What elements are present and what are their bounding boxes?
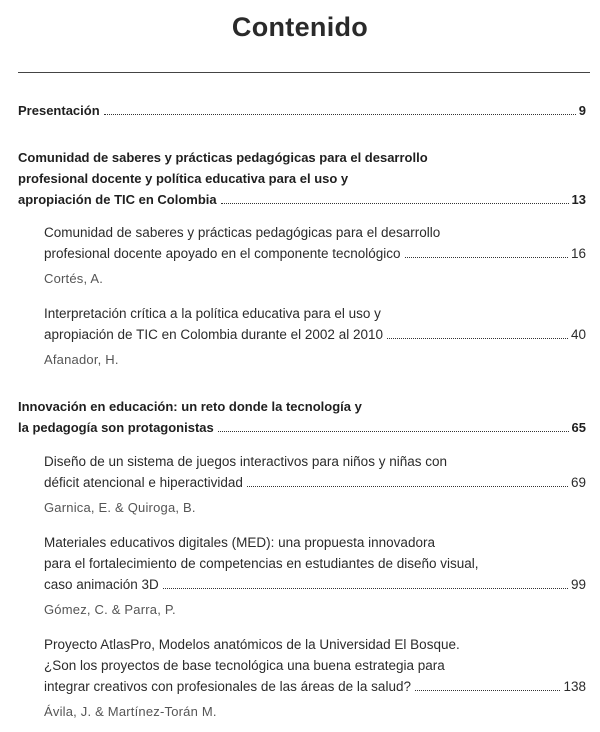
toc-page-number: 99 [570,577,586,592]
toc-page-number: 9 [578,103,586,118]
dot-leader [415,690,561,691]
toc-entry-line [44,472,586,493]
toc-author: Afanador, H. [44,352,119,367]
toc-page-number: 16 [570,246,586,261]
toc-entry-title: Innovación en educación: un reto donde la tecnología y [18,399,362,414]
toc-entry-title: Interpretación crítica a la política educativa para el uso y [44,306,381,321]
toc-entry-line [18,417,586,438]
toc-entry-title: Comunidad de saberes y prácticas pedagógicas para el desarrollo [18,150,428,165]
toc-entry-line [18,100,586,121]
toc-entry-title: apropiación de TIC en Colombia [18,192,217,207]
toc-entry-line [44,676,586,697]
dot-leader [387,338,568,339]
dot-leader [247,486,568,487]
toc-page-number: 138 [563,679,586,694]
toc-chapter-gomez[interactable] [44,532,586,620]
toc-entry-line [44,243,586,264]
toc-chapter-cortes[interactable] [44,222,586,289]
page-title: Contenido [231,12,369,42]
toc-page-number: 65 [571,420,586,435]
dot-leader [104,114,576,115]
toc-chapter-avila[interactable] [44,634,586,722]
toc-entry-title: apropiación de TIC en Colombia durante el 2002 al 2010 [44,327,383,342]
toc-author: Cortés, A. [44,271,104,286]
toc-entry-title: integrar creativos con profesionales de las áreas de la salud? [44,679,411,694]
toc-entry-title: Materiales educativos digitales (MED): una propuesta innovadora [44,535,435,550]
dot-leader [163,588,568,589]
toc-chapter-garnica[interactable] [44,451,586,518]
toc-author: Ávila, J. & Martínez-Torán M. [44,704,217,719]
toc-entry-title: profesional docente y política educativa para el uso y [18,171,349,186]
toc-entry-title: para el fortalecimiento de competencias en estudiantes de diseño visual, [44,556,479,571]
toc-entry-title: Diseño de un sistema de juegos interactivos para niños y niñas con [44,454,447,469]
toc-author: Gómez, C. & Parra, P. [44,602,176,617]
dot-leader [218,431,569,432]
toc-entry-title: caso animación 3D [44,577,159,592]
toc-author: Garnica, E. & Quiroga, B. [44,500,196,515]
dot-leader [221,203,569,204]
toc-entry-presentacion[interactable] [18,100,586,121]
toc-entry-line [44,324,586,345]
toc-entry-title: Presentación [18,103,100,118]
dot-leader [405,257,568,258]
toc-section-comunidad[interactable] [18,147,586,210]
toc-chapter-afanador[interactable] [44,303,586,370]
toc-page-number: 13 [571,192,586,207]
toc-entry-title: déficit atencional e hiperactividad [44,475,243,490]
toc-entry-title: Comunidad de saberes y prácticas pedagógicas para el desarrollo [44,225,441,240]
title-rule [18,72,590,73]
toc-entry-title: la pedagogía son protagonistas [18,420,214,435]
toc-entry-line [44,574,586,595]
toc-entry-title: ¿Son los proyectos de base tecnológica una buena estrategia para [44,658,445,673]
toc-section-innovacion[interactable] [18,396,586,438]
toc-entry-line [18,189,586,210]
toc-page-number: 40 [570,327,586,342]
toc-entry-title: Proyecto AtlasPro, Modelos anatómicos de la Universidad El Bosque. [44,637,460,652]
toc-page-number: 69 [570,475,586,490]
toc-entry-title: profesional docente apoyado en el componente tecnológico [44,246,401,261]
